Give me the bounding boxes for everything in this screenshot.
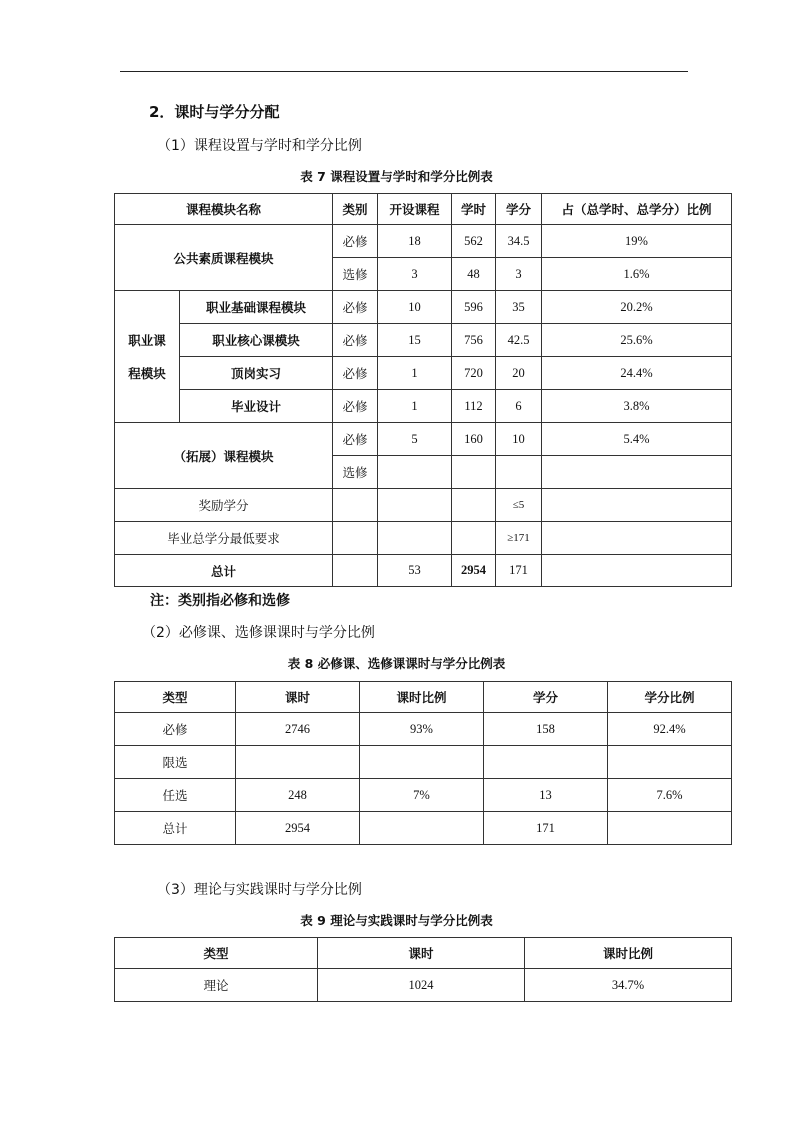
cell-hours-ratio: 7% bbox=[360, 779, 484, 812]
total-credits: 171 bbox=[496, 555, 542, 587]
cell-credits bbox=[496, 456, 542, 489]
cell-credits-ratio bbox=[608, 812, 732, 845]
cell-courses: 1 bbox=[378, 357, 452, 390]
table8-header-hours-ratio: 课时比例 bbox=[360, 682, 484, 713]
table-row bbox=[115, 357, 732, 390]
table7-caption: 表 7 课程设置与学时和学分比例表 bbox=[300, 169, 493, 184]
cell-hours bbox=[452, 489, 496, 522]
cell-credits: 3 bbox=[496, 258, 542, 291]
table8-header-credits: 学分 bbox=[484, 682, 608, 713]
section-title: 2．课时与学分分配 bbox=[149, 103, 280, 121]
table7-note: 注：类别指必修和选修 bbox=[150, 593, 290, 609]
cell-hours: 112 bbox=[452, 390, 496, 423]
cell-courses bbox=[378, 489, 452, 522]
public-module-name: 公共素质课程模块 bbox=[115, 225, 333, 291]
cell-credits-ratio bbox=[608, 746, 732, 779]
table-row bbox=[115, 390, 732, 423]
table9-header-type: 类型 bbox=[115, 938, 318, 969]
table8-header-hours: 课时 bbox=[236, 682, 360, 713]
cell-credits: 34.5 bbox=[496, 225, 542, 258]
total-courses: 53 bbox=[378, 555, 452, 587]
table7-header-credits: 学分 bbox=[496, 194, 542, 225]
cell-credits: 158 bbox=[484, 713, 608, 746]
cell-type: 必修 bbox=[333, 390, 378, 423]
cell-credits-ratio: 92.4% bbox=[608, 713, 732, 746]
professional-name-line1: 职业课 bbox=[128, 332, 166, 348]
table9-header-row bbox=[115, 938, 732, 969]
table-row bbox=[115, 812, 732, 845]
total-label: 总计 bbox=[115, 555, 333, 587]
table7-header-courses: 开设课程 bbox=[378, 194, 452, 225]
cell-hours: 248 bbox=[236, 779, 360, 812]
cell-type: 限选 bbox=[115, 746, 236, 779]
cell-ratio: 5.4% bbox=[542, 423, 732, 456]
table-row bbox=[115, 746, 732, 779]
cell-type: 必修 bbox=[333, 291, 378, 324]
cell-hours: 2954 bbox=[236, 812, 360, 845]
cell-hours: 720 bbox=[452, 357, 496, 390]
cell-courses: 1 bbox=[378, 390, 452, 423]
cell-courses bbox=[378, 456, 452, 489]
cell-hours bbox=[452, 522, 496, 555]
cell-hours-ratio: 34.7% bbox=[525, 969, 732, 1002]
subsection-2-title: （2）必修课、选修课课时与学分比例 bbox=[142, 625, 375, 641]
table-row bbox=[115, 969, 732, 1002]
cell-courses bbox=[378, 522, 452, 555]
cell-ratio bbox=[542, 522, 732, 555]
award-credits: ≤5 bbox=[496, 489, 542, 522]
header-rule bbox=[120, 71, 688, 72]
cell-hours: 160 bbox=[452, 423, 496, 456]
cell-ratio: 1.6% bbox=[542, 258, 732, 291]
cell-type: 任选 bbox=[115, 779, 236, 812]
cell-hours: 2746 bbox=[236, 713, 360, 746]
cell-type bbox=[333, 489, 378, 522]
total-hours: 2954 bbox=[452, 555, 496, 587]
cell-credits: 20 bbox=[496, 357, 542, 390]
subsection-1-title: （1）课程设置与学时和学分比例 bbox=[157, 138, 362, 154]
cell-credits: 13 bbox=[484, 779, 608, 812]
table-row bbox=[115, 713, 732, 746]
table9 bbox=[114, 937, 732, 1002]
cell-ratio bbox=[542, 555, 732, 587]
table-row bbox=[115, 779, 732, 812]
cell-hours-ratio bbox=[360, 812, 484, 845]
subsection-3-title: （3）理论与实践课时与学分比例 bbox=[157, 882, 362, 898]
cell-type: 必修 bbox=[333, 423, 378, 456]
table7-header-module: 课程模块名称 bbox=[115, 194, 333, 225]
grad-credits: ≥171 bbox=[496, 522, 542, 555]
cell-credits bbox=[484, 746, 608, 779]
cell-type bbox=[333, 522, 378, 555]
cell-credits: 6 bbox=[496, 390, 542, 423]
table8-header-row bbox=[115, 682, 732, 713]
cell-hours: 756 bbox=[452, 324, 496, 357]
cell-type: 必修 bbox=[333, 225, 378, 258]
cell-ratio: 24.4% bbox=[542, 357, 732, 390]
table-row bbox=[115, 225, 732, 258]
cell-submodule: 毕业设计 bbox=[180, 390, 333, 423]
cell-type: 总计 bbox=[115, 812, 236, 845]
grad-label: 毕业总学分最低要求 bbox=[115, 522, 333, 555]
professional-name-line2: 程模块 bbox=[128, 365, 166, 381]
table9-header-hours: 课时 bbox=[318, 938, 525, 969]
cell-courses: 10 bbox=[378, 291, 452, 324]
extension-module-name: （拓展）课程模块 bbox=[115, 423, 333, 489]
cell-type: 选修 bbox=[333, 456, 378, 489]
cell-type: 理论 bbox=[115, 969, 318, 1002]
cell-ratio bbox=[542, 489, 732, 522]
table7-header-ratio: 占（总学时、总学分）比例 bbox=[542, 194, 732, 225]
cell-credits: 42.5 bbox=[496, 324, 542, 357]
cell-credits: 35 bbox=[496, 291, 542, 324]
table7 bbox=[114, 193, 732, 587]
cell-credits-ratio: 7.6% bbox=[608, 779, 732, 812]
table9-caption: 表 9 理论与实践课时与学分比例表 bbox=[300, 913, 493, 928]
cell-ratio bbox=[542, 456, 732, 489]
table7-header-hours: 学时 bbox=[452, 194, 496, 225]
cell-courses: 5 bbox=[378, 423, 452, 456]
table-row bbox=[115, 423, 732, 456]
table7-header-type: 类别 bbox=[333, 194, 378, 225]
table8-caption: 表 8 必修课、选修课课时与学分比例表 bbox=[287, 656, 506, 671]
cell-type: 必修 bbox=[115, 713, 236, 746]
cell-submodule: 职业基础课程模块 bbox=[180, 291, 333, 324]
cell-hours-ratio bbox=[360, 746, 484, 779]
professional-module-name bbox=[115, 291, 180, 423]
cell-hours bbox=[236, 746, 360, 779]
cell-hours: 562 bbox=[452, 225, 496, 258]
table-row bbox=[115, 291, 732, 324]
cell-ratio: 19% bbox=[542, 225, 732, 258]
cell-ratio: 3.8% bbox=[542, 390, 732, 423]
cell-type: 必修 bbox=[333, 357, 378, 390]
table-row bbox=[115, 324, 732, 357]
cell-ratio: 20.2% bbox=[542, 291, 732, 324]
table7-header-row bbox=[115, 194, 732, 225]
cell-courses: 3 bbox=[378, 258, 452, 291]
cell-courses: 15 bbox=[378, 324, 452, 357]
cell-courses: 18 bbox=[378, 225, 452, 258]
table9-header-hours-ratio: 课时比例 bbox=[525, 938, 732, 969]
cell-type bbox=[333, 555, 378, 587]
cell-type: 必修 bbox=[333, 324, 378, 357]
cell-type: 选修 bbox=[333, 258, 378, 291]
cell-submodule: 顶岗实习 bbox=[180, 357, 333, 390]
cell-hours-ratio: 93% bbox=[360, 713, 484, 746]
table8-header-credits-ratio: 学分比例 bbox=[608, 682, 732, 713]
cell-hours: 1024 bbox=[318, 969, 525, 1002]
cell-ratio: 25.6% bbox=[542, 324, 732, 357]
table8 bbox=[114, 681, 732, 845]
table-row bbox=[115, 555, 732, 587]
cell-submodule: 职业核心课模块 bbox=[180, 324, 333, 357]
cell-credits: 10 bbox=[496, 423, 542, 456]
award-label: 奖励学分 bbox=[115, 489, 333, 522]
table8-header-type: 类型 bbox=[115, 682, 236, 713]
cell-hours: 48 bbox=[452, 258, 496, 291]
cell-hours: 596 bbox=[452, 291, 496, 324]
table-row bbox=[115, 489, 732, 522]
cell-hours bbox=[452, 456, 496, 489]
cell-credits: 171 bbox=[484, 812, 608, 845]
table-row bbox=[115, 522, 732, 555]
